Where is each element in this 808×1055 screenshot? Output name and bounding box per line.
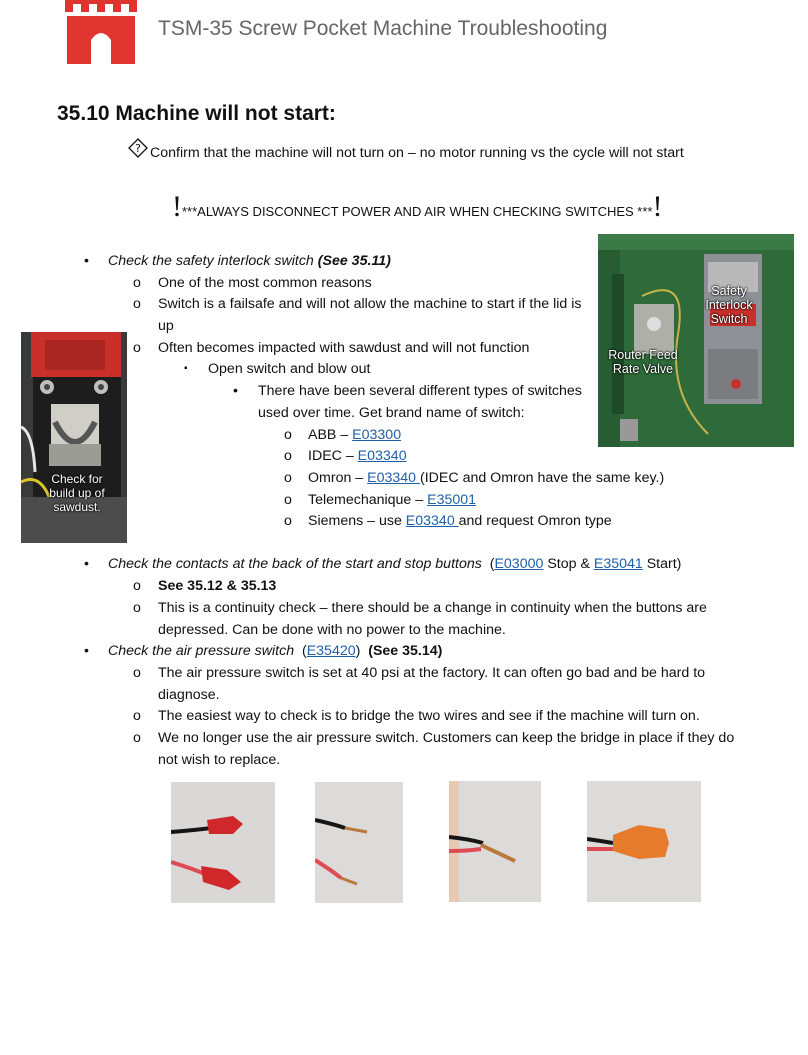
wire-nut-photo [587, 781, 701, 902]
machine-interlock-photo [598, 234, 794, 447]
bullet-marker: • [84, 253, 89, 269]
link-e03300[interactable]: E03300 [352, 427, 402, 443]
circle-marker: o [133, 275, 141, 291]
impacted-text: Often becomes impacted with sawdust and will not function [158, 340, 530, 356]
circle-marker: o [133, 708, 141, 724]
circle-marker: o [133, 665, 141, 681]
circle-marker: o [133, 578, 141, 594]
safety-interlock-label: Safety Interlock Switch [705, 284, 753, 326]
circle-marker: o [133, 600, 141, 616]
continuity-text-2: depressed. Can be done with no power to the machine. [158, 622, 506, 638]
bullet-marker: • [84, 643, 89, 659]
confirm-text: Confirm that the machine will not turn on – no motor running vs the cycle will not start [150, 145, 684, 161]
circle-marker: o [284, 513, 292, 529]
interlock-item: Check the safety interlock switch (See 35.11) [108, 253, 391, 269]
bullet-marker: • [84, 556, 89, 572]
blow-out-text: Open switch and blow out [208, 361, 371, 377]
circle-marker: o [284, 448, 292, 464]
warning-line [172, 192, 662, 222]
circle-marker: o [133, 730, 141, 746]
warning-text: ***ALWAYS DISCONNECT POWER AND AIR WHEN CHECKING SWITCHES *** [182, 204, 653, 219]
link-e35001[interactable]: E35001 [427, 492, 477, 508]
types-text-2: used over time. Get brand name of switch: [258, 405, 525, 421]
circle-marker: o [284, 492, 292, 508]
brand-idec: IDEC – E03340 [308, 448, 407, 464]
company-logo [63, 0, 139, 64]
see-contacts-ref: See 35.12 & 35.13 [158, 578, 277, 594]
link-e03340[interactable]: E03340 [357, 448, 407, 464]
no-longer-text-1: We no longer use the air pressure switch. Customers can keep the bridge in place if they do [158, 730, 735, 746]
air-item: Check the air pressure switch (E35420) (See 35.14) [108, 643, 443, 659]
circle-marker: o [133, 340, 141, 356]
router-feed-label: Router Feed Rate Valve [608, 348, 678, 376]
document-header-title: TSM-35 Screw Pocket Machine Troubleshooting [158, 17, 608, 40]
interlock-switch-photo [21, 332, 127, 543]
stripped-wires-photo [315, 782, 403, 903]
bullet-marker: • [233, 383, 238, 399]
continuity-text-1: This is a continuity check – there should be a change in continuity when the buttons are [158, 600, 707, 616]
link-e35041[interactable]: E35041 [593, 556, 643, 572]
failsafe-text-2: up [158, 318, 174, 334]
circle-marker: o [284, 427, 292, 443]
bridge-text: The easiest way to check is to bridge the two wires and see if the machine will turn on. [158, 708, 700, 724]
square-marker: ▪ [184, 363, 188, 374]
no-longer-text-2: not wish to replace. [158, 752, 281, 768]
brand-omron: Omron – E03340 (IDEC and Omron have the same key.) [308, 470, 665, 486]
types-text-1: There have been several different types of switches [258, 383, 582, 399]
twisted-wires-photo [449, 781, 541, 902]
link-e35420[interactable]: E35420 [306, 643, 356, 659]
air-set-text-1: The air pressure switch is set at 40 psi at the factory. It can often go bad and be hard to [158, 665, 706, 681]
link-e03340[interactable]: E03340 [405, 513, 459, 529]
reasons-text: One of the most common reasons [158, 275, 372, 291]
circle-marker: o [284, 470, 292, 486]
section-heading: 35.10 Machine will not start: [57, 102, 336, 125]
brand-siemens: Siemens – use E03340 and request Omron type [308, 513, 612, 529]
link-e03340[interactable]: E03340 [367, 470, 420, 486]
contacts-item: Check the contacts at the back of the start and stop buttons (E03000 Stop & E35041 Start) [108, 556, 682, 572]
question-diamond-icon [128, 138, 148, 158]
air-set-text-2: diagnose. [158, 687, 220, 703]
brand-telemechanique: Telemechanique – E35001 [308, 492, 477, 508]
svg-text:?: ? [135, 142, 141, 155]
warning-mark-right: ! [652, 190, 663, 223]
link-e03000[interactable]: E03000 [494, 556, 544, 572]
brand-abb: ABB – E03300 [308, 427, 402, 443]
machine-interlock-image [598, 234, 794, 447]
wire-connectors-photo [171, 782, 275, 903]
warning-mark-left: ! [172, 190, 182, 223]
circle-marker: o [133, 296, 141, 312]
photo-caption-left: Check for build up of sawdust. [49, 472, 105, 514]
failsafe-text-1: Switch is a failsafe and will not allow the machine to start if the lid is [158, 296, 582, 312]
